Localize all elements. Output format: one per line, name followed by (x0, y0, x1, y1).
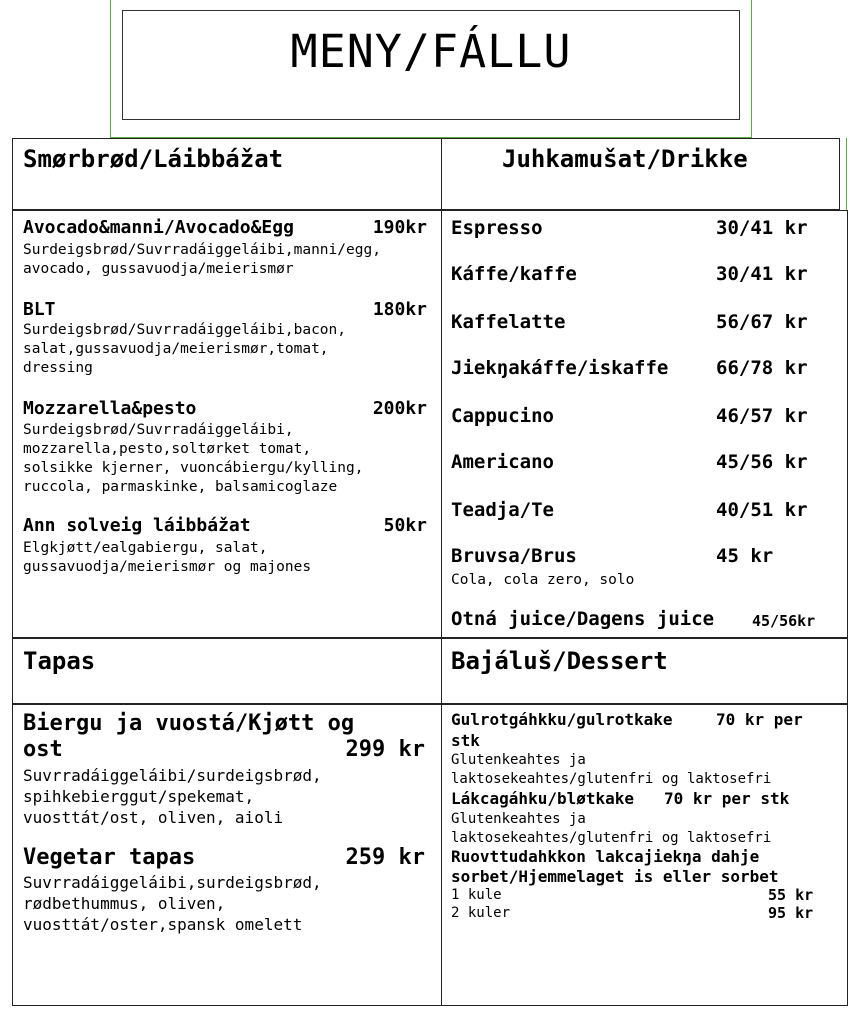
menu-item-desc: Surdeigsbrød/Suvrradáiggeláibi,manni/egg, avocado, gussavuodja/meierismør (23, 242, 381, 277)
drikke-header-box (442, 138, 840, 210)
smorbrod-header-box (12, 138, 442, 210)
sorbet-title-cont: sorbet/Hjemmelaget is eller sorbet (451, 867, 779, 886)
drink-name: Bruvsa/Brus (451, 545, 577, 567)
smorbrod-header: Smørbrød/Láibbážat (23, 145, 284, 173)
menu-item-name: Ann solveig láibbážat (23, 515, 251, 536)
kule-2-label: 2 kuler (451, 905, 511, 921)
sorbet-title: Ruovttudahkkon lakcajiekŋa dahje (451, 847, 760, 866)
kule-1-price: 55 kr (768, 886, 814, 904)
menu-item-price: 180kr (372, 299, 427, 320)
menu-item-price: 259 kr (345, 845, 425, 870)
tapas-header: Tapas (23, 647, 96, 675)
drink-name: Jiekŋakáffe/iskaffe (451, 357, 669, 379)
menu-item-price: 190kr (372, 217, 427, 238)
menu-item-desc: Suvrradáiggeláibi/surdeigsbrød, spihkebierggut/spekemat, vuosttát/ost, oliven, aioli (23, 766, 322, 827)
dessert-price-cont: stk (451, 731, 480, 750)
dessert-header: Bajáluš/Dessert (451, 647, 668, 675)
green-edge (846, 138, 847, 210)
menu-item-price: 299 kr (345, 737, 425, 762)
menu-item-name-cont: ost (23, 737, 63, 762)
drikke-header: Juhkamušat/Drikke (502, 145, 748, 173)
dessert-name: Gulrotgáhkku/gulrotkake (451, 710, 673, 729)
juice-name: Otná juice/Dagens juice (451, 608, 715, 630)
dessert-header-box (442, 638, 848, 704)
menu-item-name: BLT (23, 299, 56, 320)
tapas-content (12, 704, 442, 1006)
menu-item-desc: Surdeigsbrød/Suvrradáiggeláibi,bacon, salat,gussavuodja/meierismør,tomat, dressing (23, 322, 347, 376)
drink-name: Americano (451, 451, 554, 473)
menu-item-name: Avocado&manni/Avocado&Egg (23, 217, 294, 238)
menu-item-name: Mozzarella&pesto (23, 398, 197, 419)
drink-price: 30/41 kr (716, 217, 808, 239)
menu-item-desc: Surdeigsbrød/Suvrradáiggeláibi, mozzarella,pesto,soltørket tomat, solsikke kjerner, vuoncábiergu/kylling, ruccola, parmaskinke, balsamicoglaze (23, 422, 364, 495)
drink-price: 30/41 kr (716, 263, 808, 285)
dessert-price: 70 kr per (716, 710, 803, 729)
juice-price: 45/56kr (752, 612, 816, 630)
dessert-price: 70 kr per stk (664, 789, 790, 808)
tapas-header-box (12, 638, 442, 704)
dessert-content (442, 704, 848, 1006)
dessert-name: Lákcagáhku/bløtkake (451, 789, 635, 808)
drink-name: Káffe/kaffe (451, 263, 577, 285)
drink-price: 56/67 kr (716, 311, 808, 333)
drikke-content (442, 210, 848, 638)
drink-name: Teadja/Te (451, 499, 554, 521)
menu-item-desc: Suvrradáiggeláibi,surdeigsbrød, rødbethummus, oliven, vuosttát/oster,spansk omelett (23, 873, 322, 934)
drink-name: Kaffelatte (451, 311, 566, 333)
menu-item-price: 200kr (372, 398, 427, 419)
dessert-desc: Glutenkeahtes ja laktosekeahtes/glutenfri og laktosefri (451, 752, 772, 787)
dessert-desc: Glutenkeahtes ja laktosekeahtes/glutenfri og laktosefri (451, 811, 772, 846)
kule-1-label: 1 kule (451, 887, 502, 903)
drink-name: Espresso (451, 217, 543, 239)
drink-price: 45 kr (716, 545, 774, 567)
page-title: MENY/FÁLLU (290, 25, 572, 78)
drink-price: 45/56 kr (716, 451, 808, 473)
drink-desc: Cola, cola zero, solo (451, 572, 635, 588)
drink-name: Cappucino (451, 405, 554, 427)
menu-item-price: 50kr (383, 515, 427, 536)
title-box (122, 10, 740, 120)
drink-price: 46/57 kr (716, 405, 808, 427)
menu-item-name: Vegetar tapas (23, 845, 196, 870)
menu-item-name: Biergu ja vuostá/Kjøtt og (23, 711, 355, 736)
drink-price: 40/51 kr (716, 499, 808, 521)
smorbrod-content (12, 210, 442, 638)
menu-item-desc: Elgkjøtt/ealgabiergu, salat, gussavuodja/meierismør og majones (23, 540, 312, 575)
kule-2-price: 95 kr (768, 904, 814, 922)
drink-price: 66/78 kr (716, 357, 808, 379)
